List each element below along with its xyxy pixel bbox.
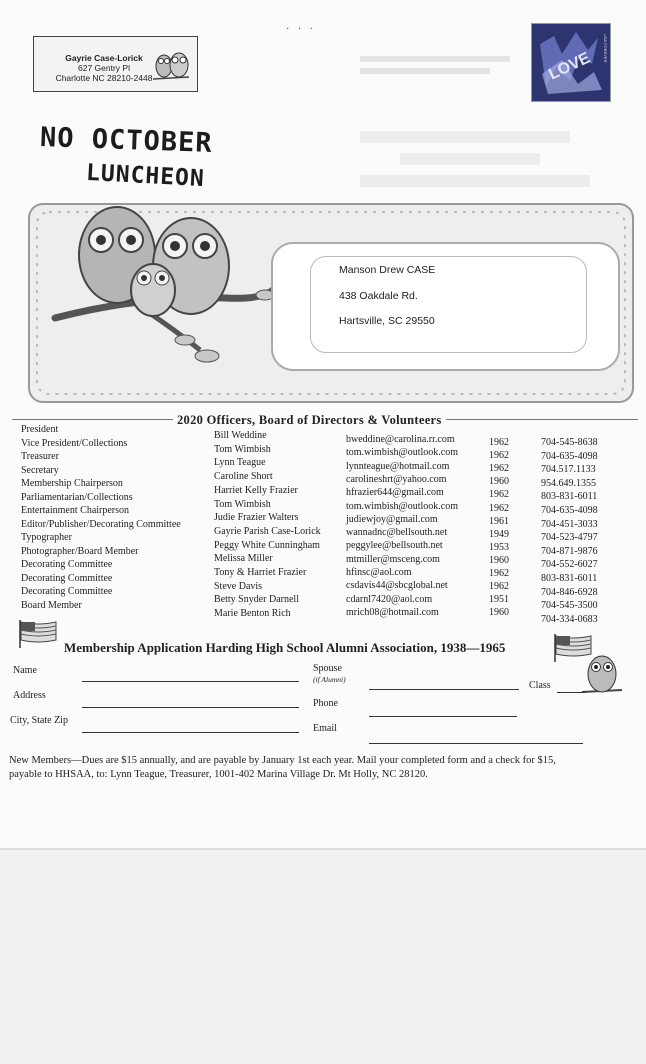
officer-name: Harriet Kelly Frazier [214,484,298,496]
officer-email: bweddine@carolina.rr.com [346,434,455,445]
officer-email: mtmiller@msceng.com [346,553,440,565]
officer-role: Vice President/Collections [21,437,128,449]
phone-field[interactable] [369,716,517,717]
return-city: Charlotte NC 28210-2448 [55,73,153,83]
officer-name: Bill Weddine [214,430,267,441]
officer-phone: 704-635-4098 [541,450,598,462]
class-label: Class [529,680,551,691]
officer-email: hfrazier644@gmail.com [346,487,444,499]
officer-phone: 704-635-4098 [541,505,598,516]
officer-class-year: 1960 [489,554,509,566]
owl-icon [582,650,622,696]
officer-name: Tom Wimbish [214,443,271,455]
officer-phone: 803-831-6011 [541,573,598,584]
officer-phone: 954.649.1355 [541,477,596,489]
officer-role: Editor/Publisher/Decorating Committee [21,518,181,530]
officer-class-year: 1962 [489,450,509,462]
scan-specks: · · · [286,24,316,35]
officer-email: wannadnc@bellsouth.net [346,527,448,539]
spouse-note: (if Alumni) [313,675,346,684]
officer-class-year: 1951 [489,594,509,606]
officer-class-year: 1953 [489,541,509,553]
recipient-street: 438 Oakdale Rd. [339,290,418,302]
dues-notice-line-1: New Members—Dues are $15 annually, and are payable by January 1st each year. Mail your completed form and a check for $15, [9,755,556,766]
officer-phone: 704-451-3033 [541,518,598,530]
officer-name: Judie Frazier Walters [214,512,299,524]
officer-phone: 704-545-3500 [541,600,598,612]
officer-phone: 704.517.1133 [541,464,596,476]
name-field[interactable] [82,681,299,682]
officer-phone: 704-871-9876 [541,545,598,557]
officer-class-year: 1962 [489,581,509,593]
officer-name: Caroline Short [214,471,273,483]
return-address-label [33,36,198,92]
officer-email: hfinsc@aol.com [346,567,412,578]
recipient-name: Manson Drew CASE [339,264,436,276]
city-state-zip-label: City, State Zip [10,715,68,726]
american-flag-icon [18,620,58,648]
scanner-background [0,850,646,1064]
officer-class-year: 1962 [489,502,509,514]
officer-phone: 704-523-4797 [541,532,598,544]
address-field[interactable] [82,707,299,708]
officer-email: mrich08@hotmail.com [346,606,439,618]
stamp-side-text: USA FOREVER [603,34,608,63]
class-field[interactable] [557,692,585,693]
officer-role: Typographer [21,532,72,543]
officer-role: Membership Chairperson [21,478,123,489]
officer-class-year: 1961 [489,515,509,527]
officer-role: Photographer/Board Member [21,545,139,557]
handwritten-note-line-1: NO OCTOBER [39,121,214,160]
officer-role: President [21,424,59,435]
officer-email: carolineshrt@yahoo.com [346,473,447,485]
officer-class-year: 1949 [489,528,509,540]
officer-phone: 803-831-6011 [541,491,598,503]
address-label: Address [13,690,46,701]
handwritten-note-line-2: LUNCHEON [85,159,206,193]
officer-name: Peggy White Cunningham [214,539,320,551]
officer-name: Betty Snyder Darnell [214,594,299,606]
officer-name: Melissa Miller [214,553,273,565]
officer-name: Lynn Teague [214,457,266,469]
phone-label: Phone [313,698,338,709]
officer-email: csdavis44@sbcglobal.net [346,580,448,592]
show-through-text [360,50,520,90]
recipient-city: Hartsville, SC 29550 [339,315,435,327]
officer-email: tom.wimbish@outlook.com [346,447,458,459]
return-name: Gayrie Case-Lorick [65,53,143,63]
officer-role: Entertainment Chairperson [21,505,130,516]
email-label: Email [313,723,337,734]
application-title: Membership Application Harding High School Alumni Association, 1938—1965 [64,640,506,655]
spouse-label: Spouse [313,663,342,674]
city-state-zip-field[interactable] [82,732,299,733]
email-field[interactable] [369,743,583,744]
officer-name: Marie Benton Rich [214,608,291,620]
owl-sticker-icon [151,49,191,83]
svg-text:LOVE: LOVE [546,49,593,84]
officer-class-year: 1960 [489,607,509,619]
officer-role: Parliamentarian/Collections [21,491,133,503]
return-street: 627 Gentry Pl [78,63,130,73]
officer-phone: 704-334-0683 [541,613,598,625]
officer-role: Decorating Committee [21,572,113,584]
dues-notice-line-2: payable to HHSAA, to: Lynn Teague, Treasurer, 1001-402 Marina Village Dr. Mt Holly, NC 28120. [9,769,428,780]
officer-class-year: 1962 [489,489,509,501]
show-through-heading [360,125,590,205]
officer-phone: 704-552-6027 [541,559,598,571]
officer-email: tom.wimbish@outlook.com [346,500,458,512]
officer-class-year: 1962 [489,463,509,475]
officer-email: lynnteague@hotmail.com [346,460,450,472]
spouse-field[interactable] [369,689,519,690]
officers-title: 2020 Officers, Board of Directors & Volunteers [173,413,446,428]
officer-class-year: 1962 [489,568,509,579]
officer-name: Tony & Harriet Frazier [214,567,307,578]
officer-class-year: 1960 [489,476,509,488]
officer-name: Steve Davis [214,580,263,592]
officer-phone: 704-846-6928 [541,586,598,598]
officer-email: judiewjoy@gmail.com [346,513,438,525]
officer-role: Decorating Committee [21,559,113,570]
name-label: Name [13,665,37,676]
officer-email: cdarnl7420@aol.com [346,593,433,605]
officer-name: Tom Wimbish [214,498,271,510]
officer-phone: 704-545-8638 [541,437,598,448]
officer-role: Secretary [21,464,59,476]
officer-role: Decorating Committee [21,586,113,597]
officer-email: peggylee@bellsouth.net [346,540,443,552]
officer-role: Treasurer [21,451,59,462]
officer-class-year: 1962 [489,437,509,448]
postage-stamp-icon [531,23,611,102]
officer-name: Gayrie Parish Case-Lorick [214,525,321,537]
officer-role: Board Member [21,599,82,611]
